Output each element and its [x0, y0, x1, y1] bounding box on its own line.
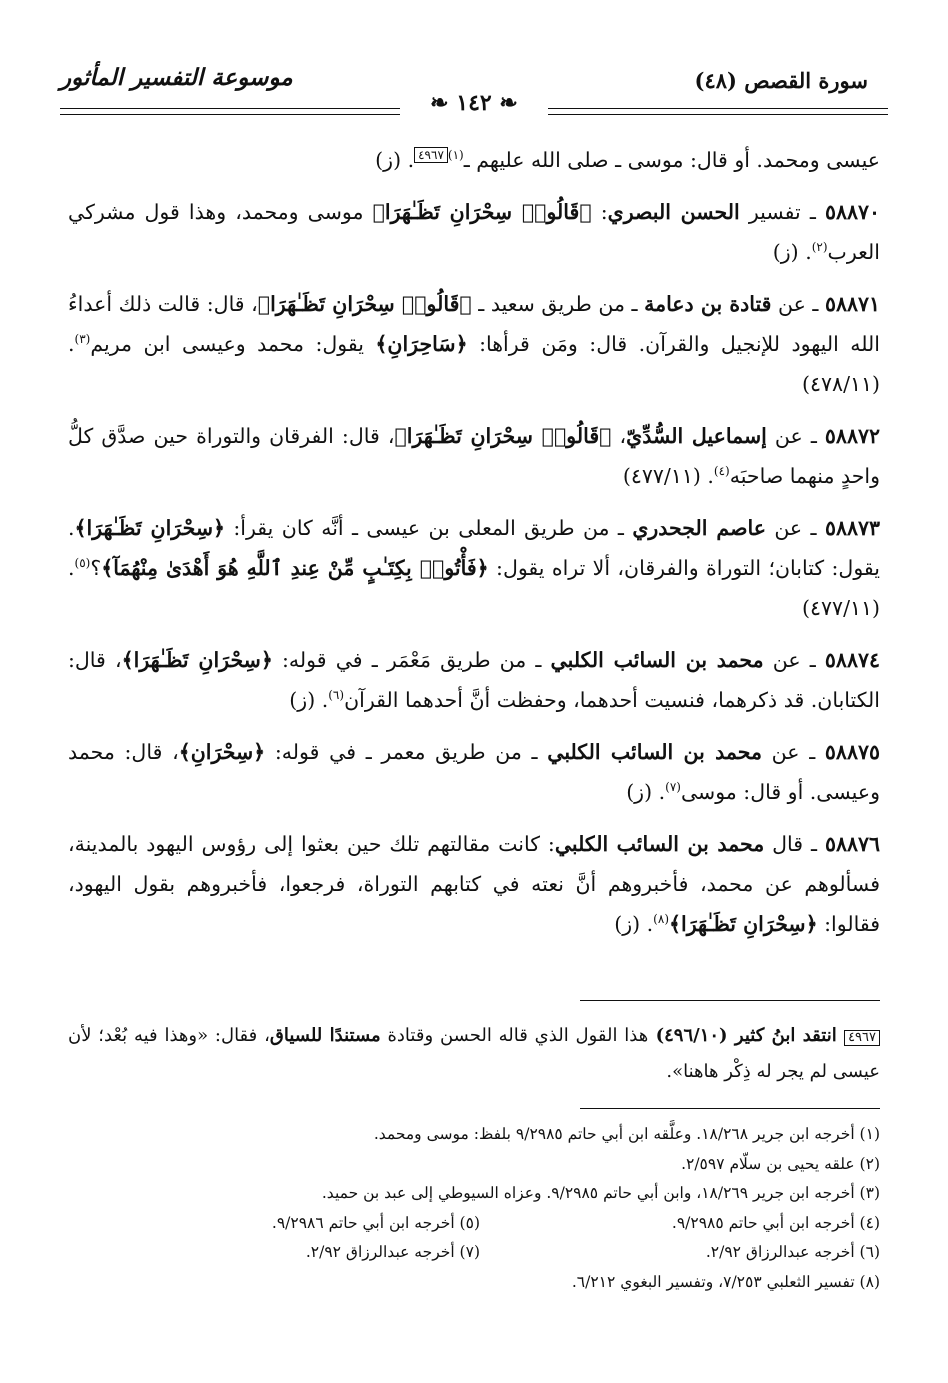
- body-text: ، قال: الكتابان. قد ذكرهما، فنسيت أحدهما، وحفظت أنَّ أحدهما القرآن: [68, 648, 880, 712]
- entry-number: ٥٨٨٧١: [824, 292, 881, 316]
- footnote-marker: (١): [447, 148, 464, 163]
- narrator-name: انتقد ابنُ كثير (٤٩٦/١٠): [648, 1025, 845, 1046]
- page-number: ❧ ١٤٢ ❧: [430, 90, 518, 116]
- footnote-line: [68, 1179, 880, 1209]
- body-text: . (٤٧٧/١١): [68, 556, 880, 620]
- quran-quote: ﴿قَالُوا۟ سِحْرَانِ تَظَـٰهَرَا﴾: [257, 292, 472, 316]
- body-text: . (٤٧٧/١١): [622, 464, 714, 488]
- quran-quote: ﴿سِحْرَانِ تَظَـٰهَرَا﴾: [74, 516, 226, 540]
- body-text: ـ عن: [763, 648, 825, 672]
- entry-number: ٥٨٨٧٠: [824, 200, 880, 224]
- narrator-name: قتادة بن دعامة: [644, 292, 772, 316]
- narrator-name: مستندًا للسياق: [269, 1025, 381, 1046]
- narrator-name: محمد بن السائب الكلبي: [547, 740, 762, 764]
- header-rule-left-thin: [60, 114, 400, 115]
- body-text: عيسى ومحمد. أو قال: موسى ـ صلى الله عليهم ـ: [463, 148, 880, 172]
- body-text: . (ز): [375, 148, 415, 172]
- quran-quote: ﴿سِحْرَانِ تَظَـٰهَرَا﴾: [669, 912, 818, 936]
- quran-quote: ﴿سَاحِرَانِ﴾: [375, 332, 468, 356]
- narrator-name: الحسن البصري: [607, 200, 740, 224]
- quran-quote: ﴿سِحْرَانِ تَظَـٰهَرَا﴾: [121, 648, 273, 672]
- quran-quote: ﴿سِحْرَانِ﴾: [178, 740, 266, 764]
- header-rule-right: [548, 108, 888, 109]
- body-text: . (ز): [772, 240, 812, 264]
- body-text: ـ عن: [765, 516, 825, 540]
- footnote-marker: (٨): [653, 912, 669, 927]
- body-text: ،: [611, 424, 627, 448]
- footnote-marker: (٣): [74, 332, 91, 347]
- footnote-marker: (٦): [328, 688, 345, 703]
- header-surah: سورة القصص (٤٨): [694, 68, 868, 93]
- entry-number: ٥٨٨٧٤: [824, 648, 880, 672]
- body-text: يقول: محمد وعيسى ابن مريم: [90, 332, 376, 356]
- body-text: :: [591, 200, 608, 224]
- body-text: . (٤٧٨/١١): [68, 332, 880, 396]
- entry-paragraph: [68, 284, 880, 404]
- quran-quote: ﴿قَالُوا۟ سِحْرَانِ تَظَـٰهَرَا﴾: [394, 424, 612, 448]
- narrator-name: محمد بن السائب الكلبي: [550, 648, 764, 672]
- footnote: (٢) علقه يحيى بن سلّام ٢/٥٩٧.: [681, 1154, 880, 1173]
- body-text: . (ز): [289, 688, 329, 712]
- header-rule-left: [60, 108, 400, 109]
- narrator-name: إسماعيل السُّدِّيّ: [626, 424, 767, 448]
- body-text: ، قال: الفرقان والتوراة حين صدَّق كلُّ واحدٍ منهما صاحبَه: [68, 424, 880, 488]
- footnote-line: [68, 1150, 880, 1180]
- footnote-marker: (٤): [713, 464, 730, 479]
- body-text: . يقول: كتابان؛ التوراة والفرقان، ألا تراه يقول:: [68, 516, 880, 580]
- body-text: ، قال: محمد وعيسى. أو قال: موسى: [68, 740, 880, 804]
- body-text: ، قال: قالت ذلك أعداءُ الله اليهود للإنجيل والقرآن. قال: ومَن قرأها:: [68, 292, 880, 356]
- footnote: (٥) أخرجه ابن أبي حاتم ٩/٢٩٨٦.: [271, 1213, 480, 1232]
- footnote: (٨) تفسير الثعلبي ٧/٢٥٣، وتفسير البغوي ٦/٢١٢.: [571, 1272, 880, 1291]
- body-text: موسى ومحمد، وهذا قول مشركي العرب: [68, 200, 880, 264]
- quran-quote: ﴿قَالُوا۟ سِحْرَانِ تَظَـٰهَرَا﴾: [372, 200, 592, 224]
- footnote-marker: (٧): [665, 780, 681, 795]
- body-text: ؟: [90, 556, 102, 580]
- entry-paragraph: [68, 508, 880, 628]
- footnote: (٤) أخرجه ابن أبي حاتم ٩/٢٩٨٥.: [671, 1213, 880, 1232]
- entry-number: ٥٨٨٧٢: [824, 424, 880, 448]
- body-text: ـ من طريق سعيد ـ: [471, 292, 645, 316]
- body-text: ـ من طريق مَعْمَر ـ في قوله:: [272, 648, 551, 672]
- entry-paragraph: [68, 416, 880, 496]
- entry-paragraph: [68, 192, 880, 272]
- narrator-name: محمد بن السائب الكلبي: [554, 832, 765, 856]
- entry-paragraph: [68, 824, 880, 944]
- footnotes: [68, 1120, 880, 1297]
- entry-number: ٥٨٨٧٣: [824, 516, 880, 540]
- body-text: ـ عن: [771, 292, 825, 316]
- body-text: ـ تفسير: [739, 200, 825, 224]
- body-text: . (ز): [626, 780, 666, 804]
- footnotes-separator: [580, 1108, 880, 1109]
- footnote-line: [68, 1238, 880, 1268]
- entry-paragraph: [68, 640, 880, 720]
- entry-number: ٥٨٨٧٥: [824, 740, 880, 764]
- body-text: هذا القول الذي قاله الحسن وقتادة: [380, 1025, 649, 1046]
- body-text: ـ عن: [766, 424, 825, 448]
- commentary-separator: [580, 1000, 880, 1001]
- footnote: (٧) أخرجه عبدالرزاق ٢/٩٢.: [305, 1243, 480, 1261]
- body-text: ـ قال: [764, 832, 825, 856]
- commentary-note: [68, 1018, 880, 1090]
- body-text: ـ من طريق معمر ـ في قوله:: [265, 740, 548, 764]
- header-series-title: موسوعة التفسير المأثور: [60, 64, 293, 91]
- footnote: (٦) أخرجه عبدالرزاق ٢/٩٢.: [705, 1243, 880, 1261]
- commentary-ref: ٤٩٦٧: [414, 147, 448, 163]
- footnote-line: [68, 1209, 880, 1239]
- quran-quote: ﴿فَأْتُوا۟ بِكِتَـٰبٍ مِّنْ عِندِ ٱللَّهِ هُوَ أَهْدَىٰ مِنْهُمَآ﴾: [101, 556, 489, 580]
- entry-paragraph: [68, 732, 880, 812]
- narrator-name: عاصم الجحدري: [632, 516, 766, 540]
- commentary-ref: ٤٩٦٧: [844, 1030, 880, 1046]
- body-text: ـ من طريق المعلى بن عيسى ـ أنَّه كان يقرأ:: [225, 516, 633, 540]
- footnote-line: [68, 1120, 880, 1150]
- footnote-marker: (٥): [74, 556, 91, 571]
- body-text: ، فقال: «وهذا فيه بُعْد؛ لأن عيسى لم يجر له ذِكْر هاهنا».: [68, 1025, 880, 1082]
- footnote-marker: (٢): [811, 240, 828, 255]
- main-text: [68, 140, 880, 956]
- entry-number: ٥٨٨٧٦: [824, 832, 880, 856]
- body-text: ـ عن: [761, 740, 825, 764]
- body-text: . (ز): [614, 912, 654, 936]
- footnote: (١) أخرجه ابن جرير ١٨/٢٦٨. وعلَّقه ابن أبي حاتم ٩/٢٩٨٥ بلفظ: موسى ومحمد.: [373, 1125, 880, 1143]
- header-rule-right-thin: [548, 114, 888, 115]
- footnote: (٣) أخرجه ابن جرير ١٨/٢٦٩، وابن أبي حاتم ٩/٢٩٨٥. وعزاه السيوطي إلى عبد بن حميد.: [321, 1184, 880, 1202]
- footnote-line: [68, 1268, 880, 1298]
- body-text: : كانت مقالتهم تلك حين بعثوا إلى رؤوس اليهود بالمدينة، فسألوهم عن محمد، فأخبروهم أنَّ نعته في كتابهم التوراة، فرجعوا، فأخبروهم بقول اليهود، فقالوا:: [68, 832, 880, 936]
- entry-paragraph: [68, 140, 880, 180]
